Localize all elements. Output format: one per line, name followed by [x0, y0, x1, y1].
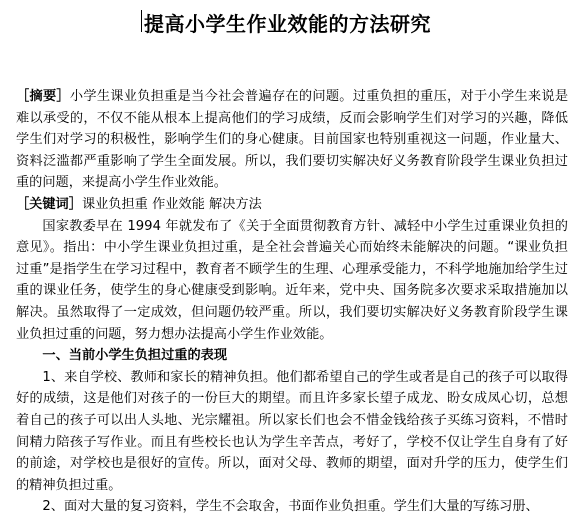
keywords-text: 课业负担重 作业效能 解决方法	[81, 196, 262, 212]
point-1-paragraph: 1、来自学校、教师和家长的精神负担。他们都希望自己的学生或者是自己的孩子可以取得好的成绩，这是他们对孩子的一份巨大的期望。而且许多家长望子成龙、盼女成凤心切，总想着自己的孩子可以出人头地、光宗耀祖。所以家长们也会不惜金钱给孩子买练习资料，不惜时间精力陪孩子写作业。而且有些校长也认为学生辛苦点，考好了，学校不仅让学生自身有了好的前途，对学校也是很好的宣传。所以，面对父母、教师的期望，面对升学的压力，使学生们的精神负担过重。	[16, 369, 568, 493]
intro-paragraph: 国家教委早在 1994 年就发布了《关于全面贯彻教育方针、减轻中小学生过重课业负担的意见》。指出：中小学生课业负担过重，是全社会普遍关心而始终未能解决的问题。“课业负担过重”是指学生在学习过程中，教育者不顾学生的生理、心理承受能力，不科学地施加给学生过重的课业任务，使学生的身心健康受到影响。近年来，党中央、国务院多次要求采取措施加以解决。虽然取得了一定成效，但问题仍较严重。所以，我们要切实解决好义务教育阶段学生课业负担过重的问题，努力想办法提高小学生作业效能。	[16, 218, 568, 342]
abstract-text: 小学生课业负担重是当今社会普遍存在的问题。过重负担的重压，对于小学生来说是难以承受的，不仅不能从根本上提高他们的学习成绩，反而会影响学生们对学习的兴趣，降低学生们对学习的积极性，影响学生们的身心健康。目前国家也特别重视这一问题，作业量大、资料泛滥都严重影响了学生全面发展。所以，我们要切实解决好义务教育阶段学生课业负担过重的问题，来提高小学生作业效能。	[16, 89, 569, 191]
abstract-label: ［摘要］	[16, 89, 70, 104]
abstract-paragraph	[16, 86, 568, 194]
keywords-paragraph	[16, 194, 568, 216]
section-heading: 一、当前小学生负担过重的表现	[42, 348, 228, 364]
point-2-paragraph: 2、面对大量的复习资料，学生不会取舍，书面作业负担重。学生们大量的写练习册、	[42, 499, 539, 515]
keywords-label: ［关键词］	[16, 196, 82, 212]
document-body	[16, 86, 568, 518]
document-title: 提高小学生作业效能的方法研究	[144, 12, 431, 36]
